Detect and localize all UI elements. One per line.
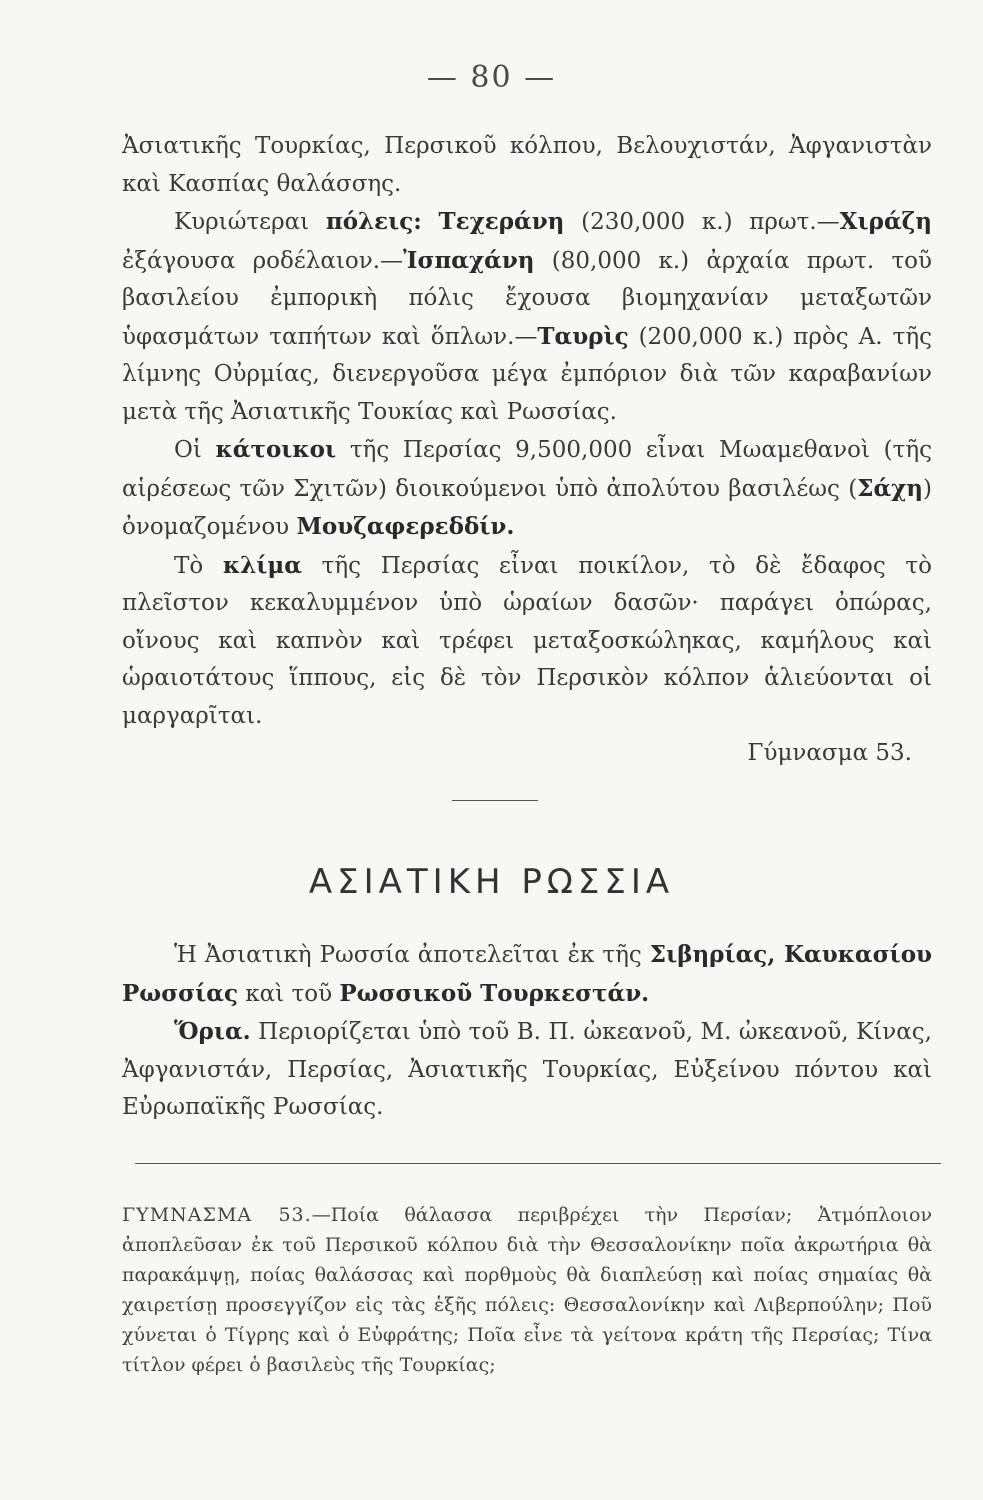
city-isfahan: Ἰσπαχάνη <box>403 246 535 274</box>
footnote-text: —Ποία θάλασσα περιβρέχει τὴν Περσίαν; Ἀτμόπλοιον ἀποπλεῦσαν ἐκ τοῦ Περσικοῦ κόλπου διὰ τὴν Θεσσαλονίκην ποῖα ἀκρωτήρια θὰ παρακάμψῃ, ποίας θαλάσσας καὶ πορθμοὺς θὰ διαπλεύσῃ καὶ ποίας σημαίας θὰ χαιρετίσῃ προσεγγίζον εἰς τὰς ἑξῆς πόλεις: Θεσσαλονίκην καὶ Λιβερπούλην; Ποῦ χύνεται ὁ Τίγρης καὶ ὁ Εὐφράτης; Ποῖα εἶνε τὰ γείτονα κράτη τῆς Περσίας; Τίνα τίτλον φέρει ὁ βασιλεὺς τῆς Τουρκίας; <box>122 1204 932 1376</box>
main-text <box>122 128 932 773</box>
name-shah: Μουζαφερεδδίν. <box>296 513 515 540</box>
term-climate: κλίμα <box>222 551 302 579</box>
page-number: — 80 — <box>426 60 557 95</box>
paragraph-borders-russia <box>122 1013 932 1127</box>
text: (80,000 κ.) ἀρχαία πρωτ. τοῦ βασιλείου ἐμπορικὴ πόλις ἔχουσα βιομηχανίαν μεταξωτῶν ὑφασμάτων ταπήτων καὶ ὅπλων.— <box>122 247 933 350</box>
term-turkestan: Ρωσσικοῦ Τουρκεστάν. <box>339 979 650 1007</box>
text: Τὸ <box>174 552 223 579</box>
text: Ἡ Ἀσιατικὴ Ρωσσία ἀποτελεῖται ἐκ τῆς <box>174 942 650 968</box>
section-text <box>122 936 932 1127</box>
section-heading: ΑΣΙΑΤΙΚΗ ΡΩΣΣΙΑ <box>308 862 675 902</box>
term-shah: Σάχη <box>857 474 924 502</box>
text: καὶ τοῦ <box>237 980 340 1007</box>
text: ἐξάγουσα ροδέλαιον.— <box>122 247 404 274</box>
paragraph-inhabitants <box>122 431 932 547</box>
city-shiraz: Χιράζη <box>839 208 932 235</box>
text: (230,000 κ.) πρωτ.— <box>564 209 840 235</box>
text: ) ὀνομαζομένου <box>122 475 932 540</box>
paragraph-borders: Ἀσιατικῆς Τουρκίας, Περσικοῦ κόλπου, Βελουχιστάν, Ἀφγανιστὰν καὶ Κασπίας θαλάσσης. <box>122 133 932 197</box>
paragraph-composition <box>122 936 932 1013</box>
text: Κυριώτεραι <box>174 209 326 235</box>
city-tehran: Τεχεράνη <box>438 208 565 235</box>
term-inhabitants: κάτοικοι <box>215 436 337 463</box>
divider-long <box>135 1163 941 1164</box>
term-cities: πόλεις: <box>325 208 422 235</box>
city-tabriz: Ταυρὶς <box>537 322 629 350</box>
text: Οἱ <box>174 437 216 463</box>
text: (200,000 κ.) πρὸς Α. τῆς λίμνης Οὐρμίας, διενεργοῦσα μέγα ἐμπόριον διὰ τῶν καραβανίων μετὰ τῆς Ἀσιατικῆς Τουκίας καὶ Ρωσσίας. <box>122 323 932 425</box>
text: τῆς Περσίας εἶναι ποικίλον, τὸ δὲ ἔδαφος τὸ πλεῖστον κεκαλυμμένον ὑπὸ ὡραίων δασῶν· παράγει ὀπώρας, οἴνους καὶ καπνὸν καὶ τρέφει μεταξοσκώληκας, καμήλους καὶ ὡραιοτάτους ἵππους, εἰς δὲ τὸν Περσικὸν κόλπον ἁλιεύονται οἱ μαργαρῖται. <box>122 552 932 729</box>
paragraph-climate <box>122 547 932 736</box>
text: Περιορίζεται ὑπὸ τοῦ Β. Π. ὠκεανοῦ, Μ. ὠκεανοῦ, Κίνας, Ἀφγανιστάν, Περσίας, Ἀσιατικῆς Τουρκίας, Εὐξείνου πόντου καὶ Εὐρωπαϊκῆς Ρωσσίας. <box>122 1019 932 1120</box>
text: τῆς Περσίας 9,500,000 εἶναι Μωαμεθανοὶ (τῆς αἱρέσεως τῶν Σχιτῶν) διοικούμενοι ὑπὸ ἀπολύτου βασιλέως ( <box>122 437 932 502</box>
text <box>422 209 439 235</box>
footnote-exercise <box>122 1200 932 1380</box>
paragraph-cities <box>122 203 932 431</box>
footnote-label: ΓΥΜΝΑΣΜΑ 53. <box>122 1204 312 1226</box>
divider-short <box>452 800 538 801</box>
term-borders: Ὅρια. <box>174 1018 251 1045</box>
exercise-reference: Γύμνασμα 53. <box>747 740 912 766</box>
term-regions: Σιβηρίας, Καυκασίου Ρωσσίας <box>122 941 932 1007</box>
